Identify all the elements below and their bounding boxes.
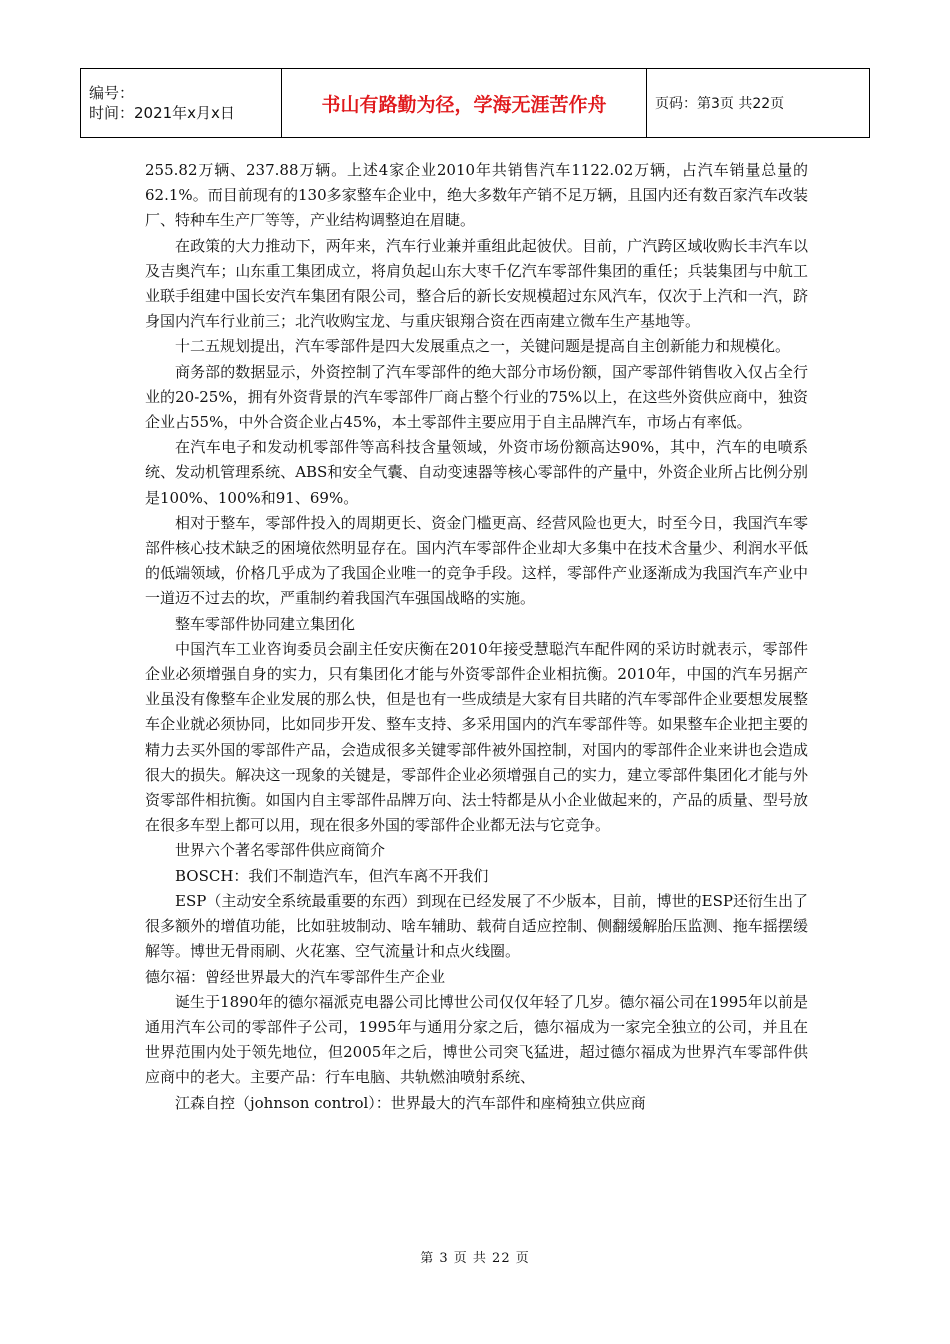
subsection-heading: 江森自控（johnson control）：世界最大的汽车部件和座椅独立供应商 xyxy=(175,1093,646,1112)
paragraph: 在汽车电子和发动机零部件等高科技含量领域，外资市场份额高达90%，其中，汽车的电喷系统、发动机管理系统、ABS和安全气囊、自动变速器等核心零部件的产量中，外资企业所占比例分别是100%、100%和91、69%。 xyxy=(145,438,808,507)
paragraph: 相对于整车，零部件投入的周期更长、资金门槛更高、经营风险也更大，时至今日，我国汽车零部件核心技术缺乏的困境依然明显存在。国内汽车零部件企业却大多集中在技术含量少、利润水平低的低端领域，价格几乎成为了我国企业唯一的竞争手段。这样，零部件产业逐渐成为我国汽车产业中一道迈不过去的坎，严重制约着我国汽车强国战略的实施。 xyxy=(145,513,808,608)
document-date-label: 时间：2021年x月x日 xyxy=(89,104,235,122)
page-footer: 第 3 页 共 22 页 xyxy=(420,1251,530,1266)
paragraph: 中国汽车工业咨询委员会副主任安庆衡在2010年接受慧聪汽车配件网的采访时就表示，零部件企业必须增强自身的实力，只有集团化才能与外资零部件企业相抗衡。2010年，中国的汽车另据产业虽没有像整车企业发展的那么快，但是也有一些成绩是大家有目共睹的汽车零部件企业要想发展整车企业就必须协同，比如同步开发、整车支持、多采用国内的汽车零部件等。如果整车企业把主要的精力去买外国的零部件产品，会造成很多关键零部件被外国控制，对国内的零部件企业来讲也会造成很大的损失。解决这一现象的关键是，零部件企业必须增强自己的实力，建立零部件集团化才能与外资零部件相抗衡。如国内自主零部件品牌万向、法士特都是从小企业做起来的，产品的质量、型号放在很多车型上都可以用，现在很多外国的零部件企业都无法与它竞争。 xyxy=(145,639,808,835)
paragraph-continuation: 255.82万辆、237.88万辆。上述4家企业2010年共销售汽车1122.02万辆，占汽车销量总量的62.1%。而目前现有的130多家整车企业中，绝大多数年产销不足万辆，且国内还有数百家汽车改装厂、特种车生产厂等等，产业结构调整迫在眉睫。 xyxy=(145,161,808,230)
subsection-heading: BOSCH：我们不制造汽车，但汽车离不开我们 xyxy=(175,866,489,885)
document-body xyxy=(145,158,808,1116)
header-left-cell xyxy=(81,69,282,138)
header-table xyxy=(80,68,870,138)
document-number-label: 编号： xyxy=(89,84,135,102)
header-page-label: 页码：第3页 共22页 xyxy=(647,69,870,138)
header-motto: 书山有路勤为径，学海无涯苦作舟 xyxy=(282,69,647,138)
paragraph: 十二五规划提出，汽车零部件是四大发展重点之一，关键问题是提高自主创新能力和规模化。 xyxy=(175,337,791,356)
section-heading: 整车零部件协同建立集团化 xyxy=(175,614,356,633)
paragraph: 商务部的数据显示，外资控制了汽车零部件的绝大部分市场份额，国产零部件销售收入仅占全行业的20-25%，拥有外资背景的汽车零部件厂商占整个行业的75%以上，在这些外资供应商中，独资企业占55%，中外合资企业占45%，本土零部件主要应用于自主品牌汽车，市场占有率低。 xyxy=(145,362,808,432)
section-heading: 世界六个著名零部件供应商简介 xyxy=(175,841,386,860)
subsection-heading: 德尔福：曾经世界最大的汽车零部件生产企业 xyxy=(145,967,446,986)
paragraph: 在政策的大力推动下，两年来，汽车行业兼并重组此起彼伏。目前，广汽跨区域收购长丰汽车以及吉奥汽车；山东重工集团成立，将肩负起山东大枣千亿汽车零部件集团的重任；兵装集团与中航工业联手组建中国长安汽车集团有限公司，整合后的新长安规模超过东风汽车，仅次于上汽和一汽，跻身国内汽车行业前三；北汽收购宝龙、与重庆银翔合资在西南建立微车生产基地等。 xyxy=(145,236,808,331)
paragraph: ESP（主动安全系统最重要的东西）到现在已经发展了不少版本，目前，博世的ESP还衍生出了很多额外的增值功能，比如驻坡制动、啥车辅助、载荷自适应控制、侧翻缓解胎压监测、拖车摇摆缓解等。博世无骨雨刷、火花塞、空气流量计和点火线圈。 xyxy=(145,891,808,961)
paragraph: 诞生于1890年的德尔福派克电器公司比博世公司仅仅年轻了几岁。德尔福公司在1995年以前是通用汽车公司的零部件子公司，1995年与通用分家之后，德尔福成为一家完全独立的公司，并且在世界范围内处于领先地位，但2005年之后，博世公司突飞猛进，超过德尔福成为世界汽车零部件供应商中的老大。主要产品：行车电脑、共轨燃油喷射系统、 xyxy=(145,992,808,1087)
